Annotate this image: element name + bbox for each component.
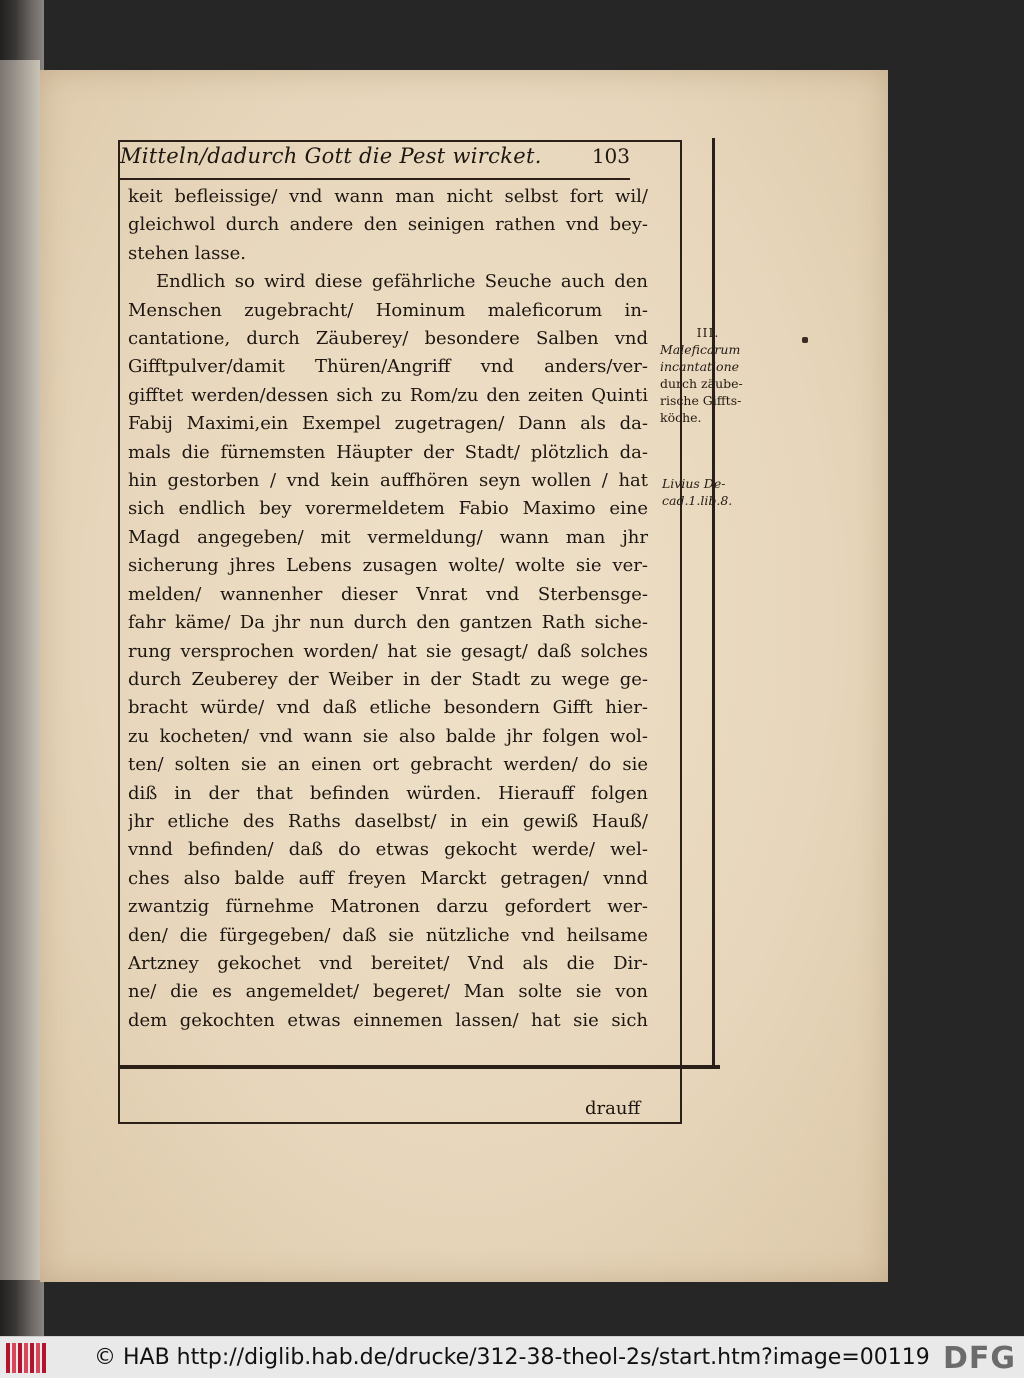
book-page (40, 70, 888, 1282)
margin-rule (712, 138, 715, 1068)
text-line: gleichwol durch andere den seinigen rathen vnd bey- (128, 214, 648, 236)
text-line: mals die fürnemsten Häupter der Stadt/ plötzlich da- (128, 441, 648, 463)
margin-note-line: durch zäube- (660, 376, 743, 391)
text-line: ne/ die es angemeldet/ begeret/ Man solte sie von (128, 981, 648, 1003)
text-line: ches also balde auff freyen Marckt getragen/ vnnd (128, 867, 648, 889)
margin-note-line: köche. (660, 410, 702, 425)
text-line: den/ die fürgegeben/ daß sie nützliche vnd heilsame (128, 924, 648, 946)
margin-note-line: cad.1.lib.8. (662, 493, 733, 508)
body-text (128, 183, 648, 1035)
text-line: hin gestorben / vnd kein auffhören seyn wollen / hat (128, 470, 648, 492)
catchword: drauff (585, 1098, 641, 1119)
text-line: dem gekochten etwas einnemen lassen/ hat sie sich (128, 1009, 648, 1031)
text-line: Magd angegeben/ mit vermeldung/ wann man jhr (128, 526, 648, 548)
margin-note-maleficarum (660, 324, 756, 426)
text-line: diß in der that befinden würden. Hierauff folgen (128, 782, 648, 804)
footer-copyright-link[interactable]: © HAB http://diglib.hab.de/drucke/312-38-theol-2s/start.htm?image=00119 (94, 1345, 930, 1370)
margin-note-line: rische Giffts- (660, 393, 742, 408)
text-line: sicherung jhres Lebens zusagen wolte/ wolte sie ver- (128, 555, 648, 577)
text-line: Artzney gekochet vnd bereitet/ Vnd als die Dir- (128, 952, 648, 974)
text-line: ten/ solten sie an einen ort gebracht werden/ do sie (128, 754, 648, 776)
text-line: vnnd befinden/ daß do etwas gekocht werde/ wel- (128, 839, 648, 861)
running-head (120, 144, 630, 180)
previous-page-edge (0, 60, 40, 1280)
text-line: Endlich so wird diese gefährliche Seuche auch den (156, 271, 648, 293)
text-line: rung versprochen worden/ hat sie gesagt/ daß solches (128, 640, 648, 662)
text-line: sich endlich bey vorermeldetem Fabio Maximo eine (128, 498, 648, 520)
text-line: cantatione, durch Zäuberey/ besondere Salben vnd (128, 328, 648, 350)
text-line: keit befleissige/ vnd wann man nicht selbst fort wil/ (128, 186, 648, 207)
margin-note-line: incantatione (660, 359, 740, 374)
text-line: bracht würde/ vnd daß etliche besondern Gifft hier- (128, 697, 648, 719)
text-line: gifftet werden/dessen sich zu Rom/zu den zeiten Quinti (128, 384, 648, 406)
text-line: zu kocheten/ vnd wann sie also balde jhr folgen wol- (128, 725, 648, 747)
ink-speck (802, 337, 808, 343)
text-line: fahr käme/ Da jhr nun durch den gantzen Rath siche- (128, 612, 648, 634)
text-line: Fabij Maximi,ein Exempel zugetragen/ Dann als da- (128, 413, 648, 435)
text-line: Gifftpulver/damit Thüren/Angriff vnd anders/ver- (128, 356, 648, 378)
margin-note-livius (662, 475, 758, 509)
hab-logo-icon (6, 1343, 46, 1373)
page-number: 103 (591, 144, 630, 168)
margin-note-line: Maleficarum (660, 342, 741, 357)
dfg-logo: DFG (942, 1341, 1016, 1376)
text-line: melden/ wannenher dieser Vnrat vnd Sterbensge- (128, 583, 648, 605)
text-line: jhr etliche des Raths daselbst/ in ein gewiß Hauß/ (128, 810, 648, 832)
margin-note-line: Livius De- (662, 476, 726, 491)
text-line: durch Zeuberey der Weiber in der Stadt zu wege ge- (128, 668, 648, 690)
running-head-title: Mitteln/dadurch Gott die Pest wircket. (120, 144, 542, 168)
margin-note-number: III. (696, 325, 720, 340)
text-line: zwantzig fürnehme Matronen darzu gefordert wer- (128, 896, 648, 918)
text-line: stehen lasse. (128, 242, 247, 264)
footer-bar (0, 1336, 1024, 1378)
text-line: Menschen zugebracht/ Hominum maleficorum in- (128, 299, 648, 321)
bottom-rule (118, 1065, 720, 1069)
